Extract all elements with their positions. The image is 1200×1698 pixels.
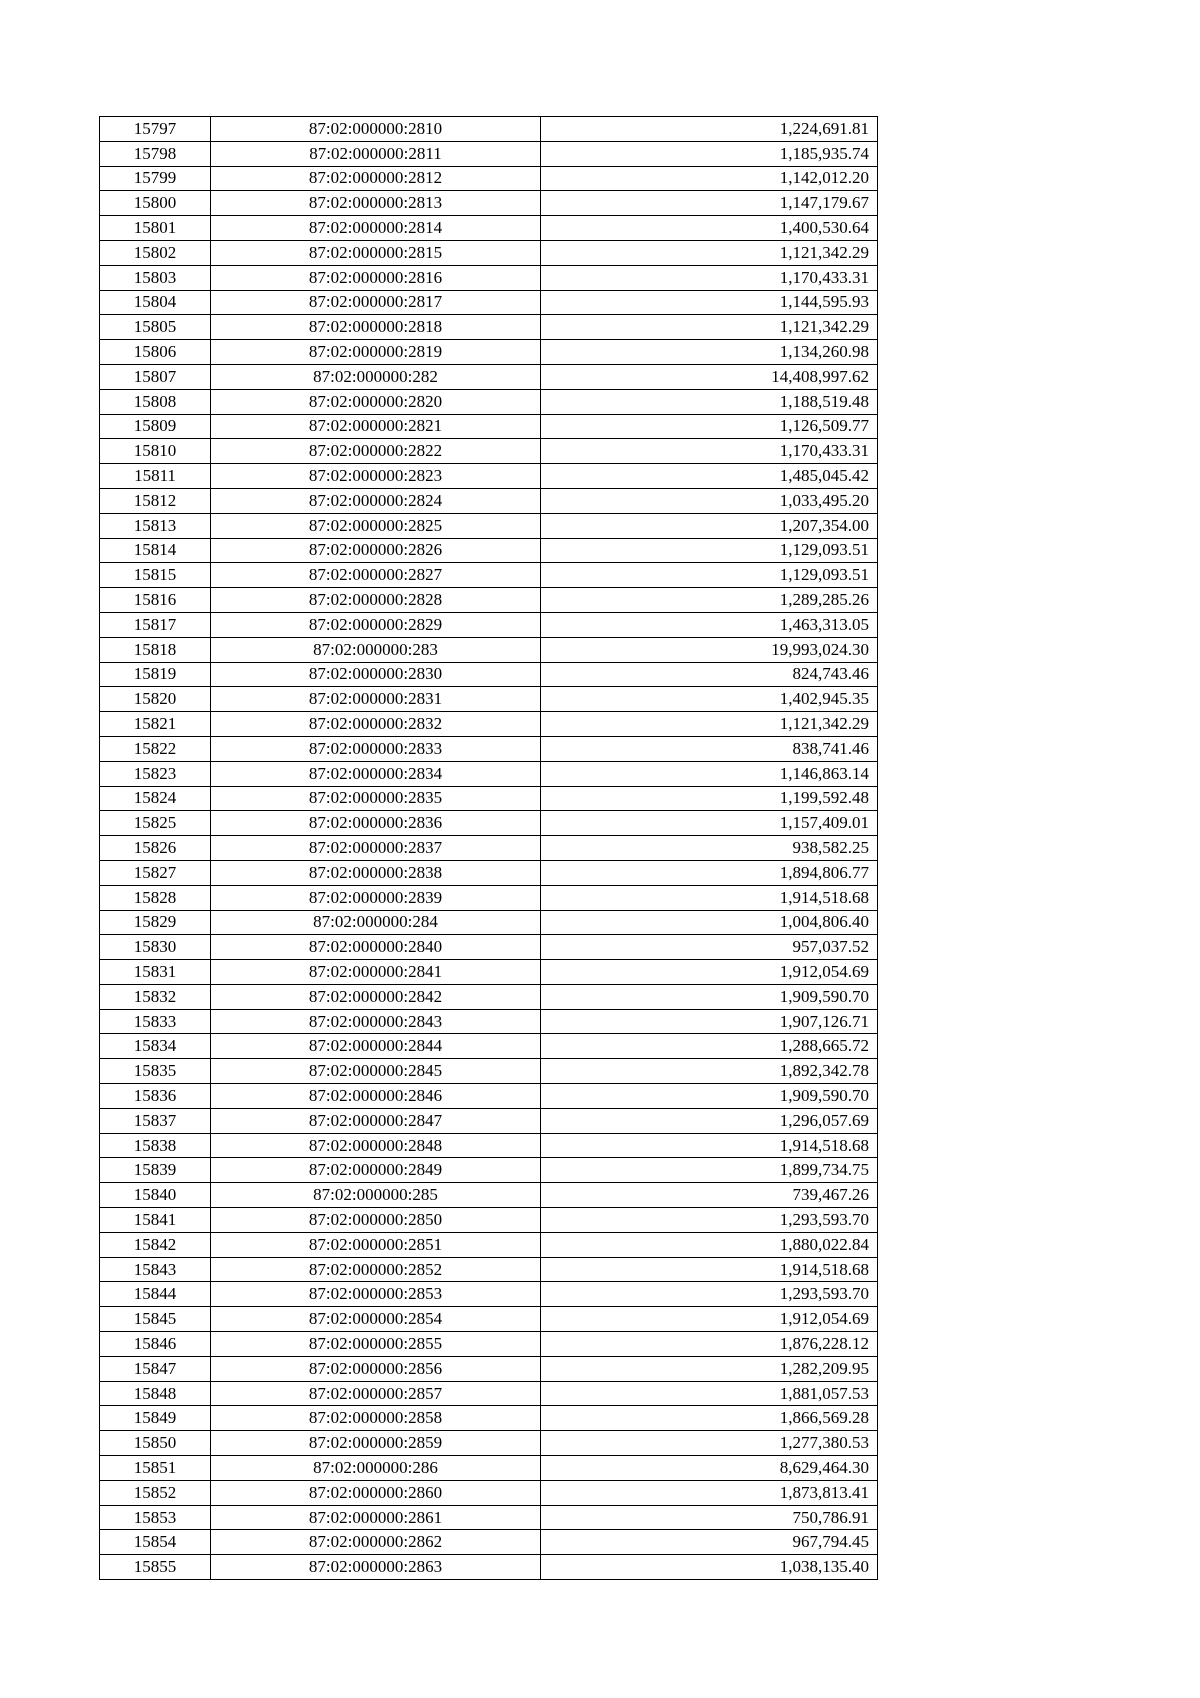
cadastral-number-cell: 87:02:000000:2858 <box>211 1406 541 1431</box>
table-row <box>100 687 878 712</box>
cadastral-number-cell: 87:02:000000:2825 <box>211 513 541 538</box>
cadastral-number-cell: 87:02:000000:2823 <box>211 464 541 489</box>
value-cell: 1,288,665.72 <box>541 1034 878 1059</box>
row-number-cell: 15808 <box>100 389 211 414</box>
value-cell: 1,909,590.70 <box>541 984 878 1009</box>
value-cell: 1,402,945.35 <box>541 687 878 712</box>
value-cell: 1,121,342.29 <box>541 240 878 265</box>
value-cell: 1,188,519.48 <box>541 389 878 414</box>
row-number-cell: 15820 <box>100 687 211 712</box>
row-number-cell: 15838 <box>100 1133 211 1158</box>
value-cell: 1,899,734.75 <box>541 1158 878 1183</box>
cadastral-number-cell: 87:02:000000:2812 <box>211 166 541 191</box>
table-row <box>100 265 878 290</box>
table-row <box>100 1530 878 1555</box>
table-row <box>100 1480 878 1505</box>
cadastral-number-cell: 87:02:000000:2842 <box>211 984 541 1009</box>
value-cell: 1,892,342.78 <box>541 1059 878 1084</box>
cadastral-number-cell: 87:02:000000:2840 <box>211 935 541 960</box>
row-number-cell: 15805 <box>100 315 211 340</box>
cadastral-number-cell: 87:02:000000:2848 <box>211 1133 541 1158</box>
table-row <box>100 637 878 662</box>
table-row <box>100 612 878 637</box>
cadastral-number-cell: 87:02:000000:2831 <box>211 687 541 712</box>
table-row <box>100 464 878 489</box>
row-number-cell: 15852 <box>100 1480 211 1505</box>
cadastral-number-cell: 87:02:000000:2846 <box>211 1084 541 1109</box>
table-row <box>100 1108 878 1133</box>
value-cell: 1,912,054.69 <box>541 1307 878 1332</box>
row-number-cell: 15849 <box>100 1406 211 1431</box>
row-number-cell: 15839 <box>100 1158 211 1183</box>
cadastral-number-cell: 87:02:000000:2861 <box>211 1505 541 1530</box>
row-number-cell: 15821 <box>100 712 211 737</box>
value-cell: 739,467.26 <box>541 1183 878 1208</box>
value-cell: 1,146,863.14 <box>541 761 878 786</box>
table-row <box>100 364 878 389</box>
row-number-cell: 15843 <box>100 1257 211 1282</box>
value-cell: 1,876,228.12 <box>541 1332 878 1357</box>
value-cell: 1,296,057.69 <box>541 1108 878 1133</box>
value-cell: 1,912,054.69 <box>541 960 878 985</box>
value-cell: 838,741.46 <box>541 736 878 761</box>
cadastral-number-cell: 87:02:000000:2841 <box>211 960 541 985</box>
row-number-cell: 15850 <box>100 1431 211 1456</box>
value-cell: 1,121,342.29 <box>541 712 878 737</box>
cadastral-number-cell: 87:02:000000:2839 <box>211 885 541 910</box>
value-cell: 1,289,285.26 <box>541 588 878 613</box>
table-body <box>100 117 878 1580</box>
value-cell: 1,038,135.40 <box>541 1555 878 1580</box>
row-number-cell: 15846 <box>100 1332 211 1357</box>
cadastral-number-cell: 87:02:000000:284 <box>211 910 541 935</box>
cadastral-number-cell: 87:02:000000:2863 <box>211 1555 541 1580</box>
value-cell: 750,786.91 <box>541 1505 878 1530</box>
data-table <box>99 116 878 1580</box>
cadastral-number-cell: 87:02:000000:2860 <box>211 1480 541 1505</box>
cadastral-number-cell: 87:02:000000:286 <box>211 1456 541 1481</box>
row-number-cell: 15831 <box>100 960 211 985</box>
table-row <box>100 836 878 861</box>
value-cell: 824,743.46 <box>541 662 878 687</box>
cadastral-number-cell: 87:02:000000:2817 <box>211 290 541 315</box>
table-row <box>100 811 878 836</box>
table-row <box>100 1406 878 1431</box>
value-cell: 1,400,530.64 <box>541 216 878 241</box>
cadastral-number-cell: 87:02:000000:2859 <box>211 1431 541 1456</box>
row-number-cell: 15803 <box>100 265 211 290</box>
table-row <box>100 1282 878 1307</box>
cadastral-number-cell: 87:02:000000:2843 <box>211 1009 541 1034</box>
row-number-cell: 15824 <box>100 786 211 811</box>
value-cell: 1,293,593.70 <box>541 1208 878 1233</box>
value-cell: 938,582.25 <box>541 836 878 861</box>
cadastral-number-cell: 87:02:000000:2838 <box>211 860 541 885</box>
row-number-cell: 15802 <box>100 240 211 265</box>
row-number-cell: 15806 <box>100 340 211 365</box>
row-number-cell: 15835 <box>100 1059 211 1084</box>
table-row <box>100 786 878 811</box>
value-cell: 1,914,518.68 <box>541 1257 878 1282</box>
value-cell: 1,880,022.84 <box>541 1232 878 1257</box>
value-cell: 1,485,045.42 <box>541 464 878 489</box>
row-number-cell: 15832 <box>100 984 211 1009</box>
cadastral-number-cell: 87:02:000000:285 <box>211 1183 541 1208</box>
table-row <box>100 1431 878 1456</box>
table-row <box>100 1158 878 1183</box>
value-cell: 1,147,179.67 <box>541 191 878 216</box>
value-cell: 1,134,260.98 <box>541 340 878 365</box>
table-row <box>100 712 878 737</box>
row-number-cell: 15815 <box>100 563 211 588</box>
table-row <box>100 117 878 142</box>
cadastral-number-cell: 87:02:000000:2855 <box>211 1332 541 1357</box>
table-row <box>100 1307 878 1332</box>
value-cell: 1,207,354.00 <box>541 513 878 538</box>
value-cell: 1,129,093.51 <box>541 563 878 588</box>
cadastral-number-cell: 87:02:000000:2835 <box>211 786 541 811</box>
cadastral-number-cell: 87:02:000000:2849 <box>211 1158 541 1183</box>
table-row <box>100 1034 878 1059</box>
cadastral-number-cell: 87:02:000000:2811 <box>211 141 541 166</box>
row-number-cell: 15842 <box>100 1232 211 1257</box>
value-cell: 1,142,012.20 <box>541 166 878 191</box>
value-cell: 1,894,806.77 <box>541 860 878 885</box>
table-row <box>100 538 878 563</box>
row-number-cell: 15822 <box>100 736 211 761</box>
value-cell: 14,408,997.62 <box>541 364 878 389</box>
table-row <box>100 1257 878 1282</box>
table-row <box>100 166 878 191</box>
cadastral-number-cell: 87:02:000000:2819 <box>211 340 541 365</box>
table-row <box>100 1456 878 1481</box>
row-number-cell: 15851 <box>100 1456 211 1481</box>
table-row <box>100 1059 878 1084</box>
row-number-cell: 15817 <box>100 612 211 637</box>
value-cell: 1,144,595.93 <box>541 290 878 315</box>
cadastral-number-cell: 87:02:000000:2862 <box>211 1530 541 1555</box>
table-row <box>100 1009 878 1034</box>
row-number-cell: 15834 <box>100 1034 211 1059</box>
row-number-cell: 15855 <box>100 1555 211 1580</box>
table-row <box>100 984 878 1009</box>
cadastral-number-cell: 87:02:000000:2854 <box>211 1307 541 1332</box>
table-row <box>100 860 878 885</box>
table-row <box>100 1232 878 1257</box>
cadastral-number-cell: 87:02:000000:2826 <box>211 538 541 563</box>
table-row <box>100 1505 878 1530</box>
row-number-cell: 15810 <box>100 439 211 464</box>
row-number-cell: 15813 <box>100 513 211 538</box>
cadastral-number-cell: 87:02:000000:2851 <box>211 1232 541 1257</box>
cadastral-number-cell: 87:02:000000:2852 <box>211 1257 541 1282</box>
cadastral-number-cell: 87:02:000000:2856 <box>211 1356 541 1381</box>
row-number-cell: 15798 <box>100 141 211 166</box>
value-cell: 8,629,464.30 <box>541 1456 878 1481</box>
value-cell: 1,914,518.68 <box>541 885 878 910</box>
table-row <box>100 216 878 241</box>
row-number-cell: 15814 <box>100 538 211 563</box>
value-cell: 1,004,806.40 <box>541 910 878 935</box>
row-number-cell: 15823 <box>100 761 211 786</box>
table-row <box>100 439 878 464</box>
cadastral-number-cell: 87:02:000000:2832 <box>211 712 541 737</box>
table-row <box>100 290 878 315</box>
value-cell: 1,199,592.48 <box>541 786 878 811</box>
row-number-cell: 15818 <box>100 637 211 662</box>
table-row <box>100 1555 878 1580</box>
row-number-cell: 15800 <box>100 191 211 216</box>
row-number-cell: 15847 <box>100 1356 211 1381</box>
cadastral-number-cell: 87:02:000000:2857 <box>211 1381 541 1406</box>
cadastral-number-cell: 87:02:000000:2844 <box>211 1034 541 1059</box>
value-cell: 19,993,024.30 <box>541 637 878 662</box>
row-number-cell: 15845 <box>100 1307 211 1332</box>
cadastral-number-cell: 87:02:000000:2816 <box>211 265 541 290</box>
row-number-cell: 15819 <box>100 662 211 687</box>
cadastral-number-cell: 87:02:000000:2834 <box>211 761 541 786</box>
cadastral-number-cell: 87:02:000000:2845 <box>211 1059 541 1084</box>
row-number-cell: 15844 <box>100 1282 211 1307</box>
cadastral-number-cell: 87:02:000000:2814 <box>211 216 541 241</box>
value-cell: 1,277,380.53 <box>541 1431 878 1456</box>
table-row <box>100 513 878 538</box>
table-row <box>100 240 878 265</box>
row-number-cell: 15833 <box>100 1009 211 1034</box>
table-row <box>100 935 878 960</box>
table-row <box>100 910 878 935</box>
value-cell: 1,907,126.71 <box>541 1009 878 1034</box>
value-cell: 1,909,590.70 <box>541 1084 878 1109</box>
table-row <box>100 761 878 786</box>
cadastral-number-cell: 87:02:000000:2821 <box>211 414 541 439</box>
table-row <box>100 588 878 613</box>
row-number-cell: 15828 <box>100 885 211 910</box>
cadastral-number-cell: 87:02:000000:2830 <box>211 662 541 687</box>
cadastral-number-cell: 87:02:000000:2815 <box>211 240 541 265</box>
row-number-cell: 15827 <box>100 860 211 885</box>
value-cell: 1,224,691.81 <box>541 117 878 142</box>
value-cell: 1,157,409.01 <box>541 811 878 836</box>
value-cell: 1,866,569.28 <box>541 1406 878 1431</box>
value-cell: 1,463,313.05 <box>541 612 878 637</box>
cadastral-number-cell: 87:02:000000:2820 <box>211 389 541 414</box>
cadastral-number-cell: 87:02:000000:2836 <box>211 811 541 836</box>
value-cell: 1,873,813.41 <box>541 1480 878 1505</box>
row-number-cell: 15812 <box>100 488 211 513</box>
row-number-cell: 15807 <box>100 364 211 389</box>
value-cell: 1,170,433.31 <box>541 439 878 464</box>
value-cell: 957,037.52 <box>541 935 878 960</box>
table-row <box>100 1133 878 1158</box>
row-number-cell: 15816 <box>100 588 211 613</box>
row-number-cell: 15854 <box>100 1530 211 1555</box>
value-cell: 1,293,593.70 <box>541 1282 878 1307</box>
table-row <box>100 960 878 985</box>
cadastral-number-cell: 87:02:000000:2822 <box>211 439 541 464</box>
table-row <box>100 141 878 166</box>
value-cell: 1,126,509.77 <box>541 414 878 439</box>
table-row <box>100 885 878 910</box>
cadastral-number-cell: 87:02:000000:2818 <box>211 315 541 340</box>
cadastral-number-cell: 87:02:000000:2827 <box>211 563 541 588</box>
row-number-cell: 15809 <box>100 414 211 439</box>
cadastral-number-cell: 87:02:000000:283 <box>211 637 541 662</box>
value-cell: 1,881,057.53 <box>541 1381 878 1406</box>
value-cell: 1,185,935.74 <box>541 141 878 166</box>
table-row <box>100 1332 878 1357</box>
row-number-cell: 15825 <box>100 811 211 836</box>
row-number-cell: 15841 <box>100 1208 211 1233</box>
table-row <box>100 389 878 414</box>
table-row <box>100 1381 878 1406</box>
table-row <box>100 1356 878 1381</box>
table-row <box>100 662 878 687</box>
cadastral-number-cell: 87:02:000000:2850 <box>211 1208 541 1233</box>
table-row <box>100 315 878 340</box>
row-number-cell: 15836 <box>100 1084 211 1109</box>
cadastral-number-cell: 87:02:000000:2829 <box>211 612 541 637</box>
row-number-cell: 15853 <box>100 1505 211 1530</box>
cadastral-number-cell: 87:02:000000:2837 <box>211 836 541 861</box>
row-number-cell: 15811 <box>100 464 211 489</box>
value-cell: 1,129,093.51 <box>541 538 878 563</box>
cadastral-number-cell: 87:02:000000:2810 <box>211 117 541 142</box>
row-number-cell: 15799 <box>100 166 211 191</box>
row-number-cell: 15848 <box>100 1381 211 1406</box>
row-number-cell: 15837 <box>100 1108 211 1133</box>
table-row <box>100 1084 878 1109</box>
table-row <box>100 563 878 588</box>
table-row <box>100 414 878 439</box>
cadastral-number-cell: 87:02:000000:2853 <box>211 1282 541 1307</box>
table-row <box>100 488 878 513</box>
table-row <box>100 736 878 761</box>
table-row <box>100 191 878 216</box>
row-number-cell: 15797 <box>100 117 211 142</box>
table-row <box>100 1208 878 1233</box>
row-number-cell: 15840 <box>100 1183 211 1208</box>
table-row <box>100 1183 878 1208</box>
row-number-cell: 15804 <box>100 290 211 315</box>
cadastral-number-cell: 87:02:000000:2828 <box>211 588 541 613</box>
cadastral-number-cell: 87:02:000000:282 <box>211 364 541 389</box>
cadastral-number-cell: 87:02:000000:2813 <box>211 191 541 216</box>
value-cell: 967,794.45 <box>541 1530 878 1555</box>
value-cell: 1,121,342.29 <box>541 315 878 340</box>
cadastral-number-cell: 87:02:000000:2824 <box>211 488 541 513</box>
table-row <box>100 340 878 365</box>
cadastral-number-cell: 87:02:000000:2833 <box>211 736 541 761</box>
row-number-cell: 15829 <box>100 910 211 935</box>
value-cell: 1,914,518.68 <box>541 1133 878 1158</box>
row-number-cell: 15801 <box>100 216 211 241</box>
value-cell: 1,033,495.20 <box>541 488 878 513</box>
row-number-cell: 15826 <box>100 836 211 861</box>
value-cell: 1,282,209.95 <box>541 1356 878 1381</box>
row-number-cell: 15830 <box>100 935 211 960</box>
value-cell: 1,170,433.31 <box>541 265 878 290</box>
cadastral-number-cell: 87:02:000000:2847 <box>211 1108 541 1133</box>
